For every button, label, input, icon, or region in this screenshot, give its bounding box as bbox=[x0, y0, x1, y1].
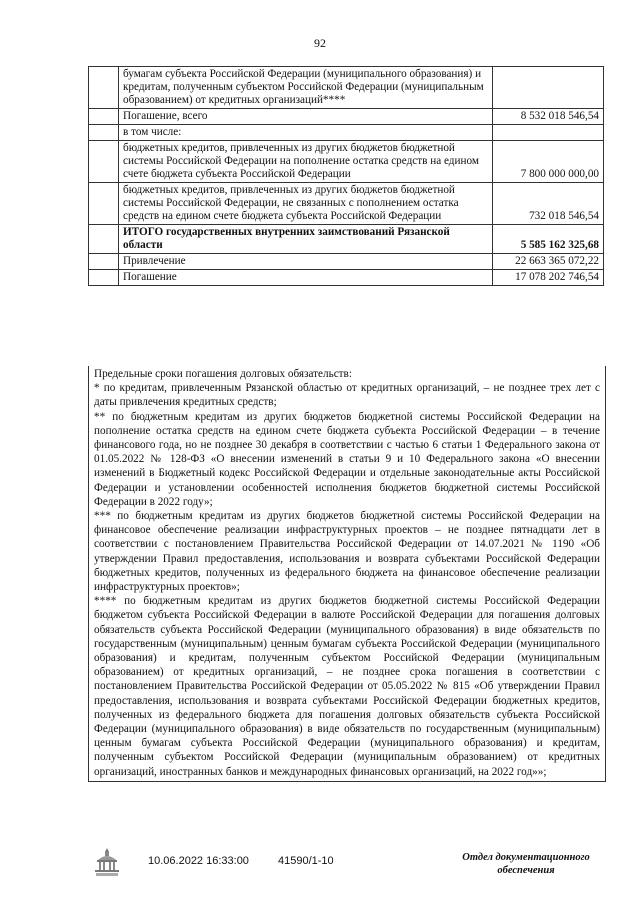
footer-department-line: обеспечения bbox=[497, 865, 555, 876]
row-label-cell: бюджетных кредитов, привлеченных из других бюджетов бюджетной системы Российской Федерации, не связанных с пополнением остатка средств на едином счете бюджета субъекта Российской Федерации bbox=[119, 183, 493, 225]
footer-timestamp: 10.06.2022 16:33:00 bbox=[148, 855, 249, 867]
row-amount-cell: 5 585 162 325,68 bbox=[493, 225, 604, 254]
table-row bbox=[89, 270, 604, 286]
row-label-cell: Погашение bbox=[119, 270, 493, 286]
row-label-cell: Погашение, всего bbox=[119, 109, 493, 125]
row-amount-cell: 17 078 202 746,54 bbox=[493, 270, 604, 286]
row-number-cell bbox=[89, 270, 119, 286]
note-item: ** по бюджетным кредитам из других бюджетов бюджетной системы Российской Федерации на пополнение остатка средств на едином счете бюджета субъекта Российской Федерации – в течение финансового года, но не позднее 30 декабря в соответствии с частью 6 статьи 1 Федерального закона от 01.05.2022 № 128-ФЗ «О внесении изменений в статьи 9 и 10 Федерального закона «О внесении изменений в Бюджетный кодекс Российской Федерации и отдельные законодательные акты Российской Федерации и установлении особенностей исполнения бюджетов бюджетной системы Российской Федерации в 2022 году»; bbox=[94, 410, 600, 508]
row-label-cell: в том числе: bbox=[119, 125, 493, 141]
row-amount-cell: 22 663 365 072,22 bbox=[493, 254, 604, 270]
table-row bbox=[89, 183, 604, 225]
row-number-cell bbox=[89, 109, 119, 125]
footer-department bbox=[446, 851, 606, 877]
borrowing-table bbox=[88, 66, 604, 286]
row-number-cell bbox=[89, 225, 119, 254]
footer-doc-code: 41590/1-10 bbox=[278, 855, 334, 867]
footer-department-line: Отдел документационного bbox=[462, 852, 590, 863]
row-label-cell: Привлечение bbox=[119, 254, 493, 270]
row-number-cell bbox=[89, 183, 119, 225]
row-number-cell bbox=[89, 254, 119, 270]
table-row bbox=[89, 254, 604, 270]
row-label-cell: бюджетных кредитов, привлеченных из других бюджетов бюджетной системы Российской Федерации на пополнение остатка средств на едином счете бюджета субъекта Российской Федерации bbox=[119, 141, 493, 183]
row-amount-cell: 7 800 000 000,00 bbox=[493, 141, 604, 183]
row-label-cell: бумагам субъекта Российской Федерации (муниципального образования) и кредитам, полученным субъектом Российской Федерации (муниципальным образованием) от кредитных организаций**** bbox=[119, 67, 493, 109]
page-number: 92 bbox=[314, 36, 326, 50]
row-amount-cell: 8 532 018 546,54 bbox=[493, 109, 604, 125]
table-row bbox=[89, 141, 604, 183]
table-row bbox=[89, 125, 604, 141]
table-row bbox=[89, 225, 604, 254]
note-item: *** по бюджетным кредитам из других бюджетов бюджетной системы Российской Федерации на финансовое обеспечение реализации инфраструктурных проектов – не позднее пятнадцати лет в соответствии с постановлением Правительства Российской Федерации от 14.07.2021 № 1190 «Об утверждении Правил предоставления, использования и возврата субъектами Российской Федерации бюджетных кредитов, полученных из федерального бюджета на финансовое обеспечение реализации инфраструктурных проектов»; bbox=[94, 510, 600, 594]
row-number-cell bbox=[89, 125, 119, 141]
row-amount-cell: 732 018 546,54 bbox=[493, 183, 604, 225]
note-item: **** по бюджетным кредитам из других бюджетов бюджетной системы Российской Федерации бюджетом субъекта Российской Федерации в валюте Российской Федерации для погашения долговых обязательств субъекта Российской Федерации (муниципального образования) в виде обязательств по государственным (муниципальным) ценным бумагам субъекта Российской Федерации (муниципального образования) и кредитам, полученным субъектом Российской Федерации (муниципальным образованием) от кредитных организаций, – не позднее срока погашения в соответствии с постановлением Правительства Российской Федерации от 05.05.2022 № 815 «Об утверждении Правил предоставления, использования и возврата субъектами Российской Федерации бюджетных кредитов, полученных из федерального бюджета для погашения долговых обязательств субъекта Российской Федерации (муниципального образования) в виде обязательств по государственным (муниципальным) ценным бумагам субъекта Российской Федерации (муниципального образования) и кредитам, полученным субъектом Российской Федерации (муниципальным образованием) от кредитных организаций, иностранных банков и международных финансовых организаций, на 2022 год»»; bbox=[94, 595, 600, 778]
notes-intro: Предельные сроки погашения долговых обязательств: bbox=[94, 368, 352, 380]
row-amount-cell bbox=[493, 125, 604, 141]
duma-emblem-icon bbox=[92, 846, 122, 878]
table-row bbox=[89, 67, 604, 109]
row-amount-cell bbox=[493, 67, 604, 109]
row-number-cell bbox=[89, 67, 119, 109]
table-row bbox=[89, 109, 604, 125]
row-number-cell bbox=[89, 141, 119, 183]
note-item: * по кредитам, привлеченным Рязанской областью от кредитных организаций, – не позднее трех лет с даты привлечения кредитных средств; bbox=[94, 382, 600, 409]
notes-section bbox=[88, 366, 606, 782]
row-label-cell: ИТОГО государственных внутренних заимствований Рязанской области bbox=[119, 225, 493, 254]
